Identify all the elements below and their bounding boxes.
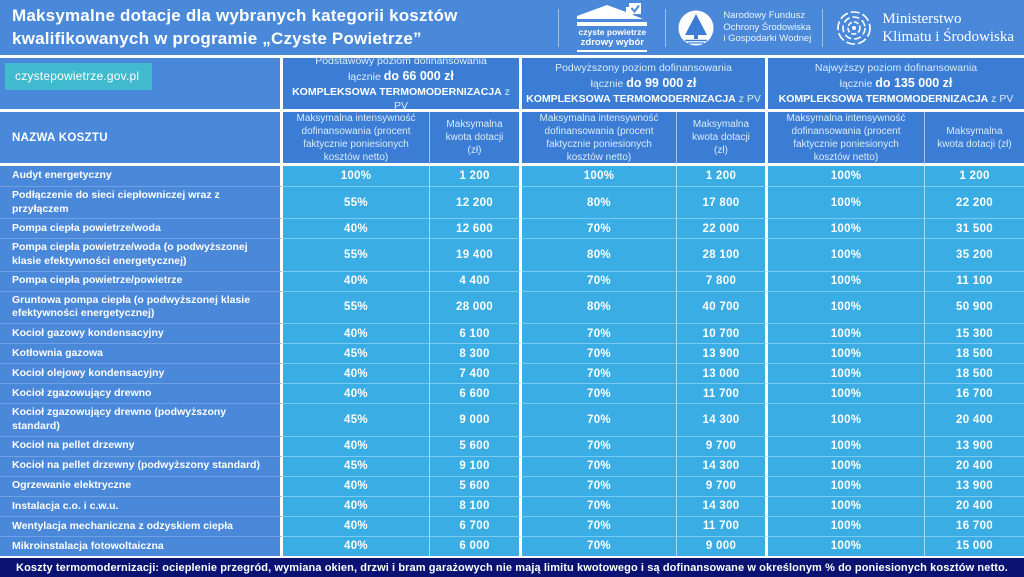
max-intensity-percent: 100% bbox=[768, 291, 925, 323]
max-grant-amount: 18 500 bbox=[925, 363, 1024, 383]
nfosigw-logo-text bbox=[723, 10, 811, 46]
column-header-intensity: Maksymalna intensywność dofinansowania (procent faktycznie poniesionych kosztów netto) bbox=[522, 112, 677, 166]
max-intensity-percent: 100% bbox=[768, 363, 925, 383]
tier-amount-prefix: łącznie bbox=[348, 70, 381, 83]
ministry-line2: Klimatu i Środowiska bbox=[882, 28, 1014, 45]
page-title-line2: kwalifikowanych w programie „Czyste Powietrze” bbox=[12, 28, 422, 48]
max-grant-amount: 8 100 bbox=[430, 496, 522, 516]
table-corner-cell bbox=[0, 58, 283, 112]
row-label: Pompa ciepła powietrze/woda bbox=[0, 218, 283, 238]
max-grant-amount: 13 900 bbox=[925, 476, 1024, 496]
max-intensity-percent: 100% bbox=[768, 271, 925, 291]
row-label: Podłączenie do sieci ciepłowniczej wraz z przyłączem bbox=[0, 186, 283, 218]
row-label: Kocioł na pellet drzewny (podwyższony standard) bbox=[0, 456, 283, 476]
tier-amount-prefix: łącznie bbox=[839, 78, 873, 91]
max-grant-amount: 20 400 bbox=[925, 456, 1024, 476]
max-intensity-percent: 100% bbox=[768, 166, 925, 186]
max-grant-amount: 31 500 bbox=[925, 218, 1024, 238]
max-intensity-percent: 70% bbox=[522, 403, 677, 435]
row-label: Instalacja c.o. i c.w.u. bbox=[0, 496, 283, 516]
ministry-line1: Ministerstwo bbox=[882, 10, 962, 27]
tier-amount: do 99 000 zł bbox=[626, 76, 697, 91]
max-grant-amount: 17 800 bbox=[677, 186, 768, 218]
max-intensity-percent: 45% bbox=[283, 343, 430, 363]
nfosigw-line3: i Gospodarki Wodnej bbox=[723, 33, 812, 45]
max-intensity-percent: 40% bbox=[283, 516, 430, 536]
max-grant-amount: 7 800 bbox=[677, 271, 768, 291]
max-intensity-percent: 70% bbox=[522, 516, 677, 536]
max-intensity-percent: 100% bbox=[768, 218, 925, 238]
tier-header-basic bbox=[283, 54, 522, 113]
max-grant-amount: 9 000 bbox=[430, 403, 522, 435]
logo-strip bbox=[558, 3, 1016, 53]
tree-circle-icon bbox=[677, 9, 715, 47]
tier-scope: KOMPLEKSOWA TERMOMODERNIZACJA bbox=[778, 92, 989, 105]
row-label: Kocioł gazowy kondensacyjny bbox=[0, 323, 283, 343]
max-intensity-percent: 100% bbox=[768, 456, 925, 476]
footer-note: Koszty termomodernizacji: ocieplenie przegród, wymiana okien, drzwi i bram garażowych nie mają limitu kwotowego i są dofinansowane w określonym % do poniesionych kosztów netto. bbox=[0, 556, 1024, 577]
max-grant-amount: 50 900 bbox=[925, 291, 1024, 323]
max-intensity-percent: 80% bbox=[522, 291, 677, 323]
max-intensity-percent: 45% bbox=[283, 403, 430, 435]
max-grant-amount: 5 600 bbox=[430, 476, 522, 496]
max-intensity-percent: 100% bbox=[768, 476, 925, 496]
max-grant-amount: 19 400 bbox=[430, 238, 522, 270]
max-intensity-percent: 100% bbox=[768, 383, 925, 403]
row-label: Mikroinstalacja fotowoltaiczna bbox=[0, 536, 283, 556]
max-grant-amount: 9 100 bbox=[430, 456, 522, 476]
max-grant-amount: 13 900 bbox=[925, 436, 1024, 456]
max-intensity-percent: 100% bbox=[768, 496, 925, 516]
tier-header-raised bbox=[522, 58, 768, 112]
max-intensity-percent: 100% bbox=[768, 403, 925, 435]
max-intensity-percent: 80% bbox=[522, 186, 677, 218]
max-grant-amount: 28 000 bbox=[430, 291, 522, 323]
max-intensity-percent: 45% bbox=[283, 456, 430, 476]
column-header-intensity: Maksymalna intensywność dofinansowania (procent faktycznie poniesionych kosztów netto) bbox=[283, 112, 430, 166]
max-intensity-percent: 100% bbox=[522, 166, 677, 186]
column-header-amount: Maksymalna kwota dotacji (zł) bbox=[925, 112, 1024, 166]
max-grant-amount: 40 700 bbox=[677, 291, 768, 323]
max-intensity-percent: 70% bbox=[522, 383, 677, 403]
tier-amount: do 66 000 zł bbox=[383, 68, 454, 83]
column-header-intensity: Maksymalna intensywność dofinansowania (procent faktycznie poniesionych kosztów netto) bbox=[768, 112, 925, 166]
max-grant-amount: 4 400 bbox=[430, 271, 522, 291]
max-intensity-percent: 80% bbox=[522, 238, 677, 270]
tier-header-highest bbox=[768, 58, 1024, 112]
page-title bbox=[12, 5, 458, 49]
tier-name: Podstawowy poziom dofinansowania bbox=[315, 54, 487, 67]
max-intensity-percent: 70% bbox=[522, 436, 677, 456]
row-label: Audyt energetyczny bbox=[0, 166, 283, 186]
max-intensity-percent: 55% bbox=[283, 186, 430, 218]
max-grant-amount: 28 100 bbox=[677, 238, 768, 270]
max-grant-amount: 11 700 bbox=[677, 516, 768, 536]
max-grant-amount: 1 200 bbox=[430, 166, 522, 186]
czyste-powietrze-logo bbox=[570, 3, 654, 53]
ministry-logo bbox=[834, 8, 1014, 48]
row-label: Pompa ciepła powietrze/woda (o podwyższonej klasie efektywności energetycznej) bbox=[0, 238, 283, 270]
max-grant-amount: 35 200 bbox=[925, 238, 1024, 270]
max-grant-amount: 6 600 bbox=[430, 383, 522, 403]
max-grant-amount: 12 200 bbox=[430, 186, 522, 218]
row-label: Kotłownia gazowa bbox=[0, 343, 283, 363]
max-grant-amount: 10 700 bbox=[677, 323, 768, 343]
max-intensity-percent: 100% bbox=[768, 323, 925, 343]
max-grant-amount: 20 400 bbox=[925, 496, 1024, 516]
max-grant-amount: 12 600 bbox=[430, 218, 522, 238]
row-label: Wentylacja mechaniczna z odzyskiem ciepła bbox=[0, 516, 283, 536]
tier-name: Najwyższy poziom dofinansowania bbox=[814, 61, 978, 74]
max-grant-amount: 15 000 bbox=[925, 536, 1024, 556]
tier-amount: do 135 000 zł bbox=[875, 76, 953, 91]
max-grant-amount: 18 500 bbox=[925, 343, 1024, 363]
max-intensity-percent: 55% bbox=[283, 291, 430, 323]
max-intensity-percent: 40% bbox=[283, 496, 430, 516]
max-grant-amount: 9 000 bbox=[677, 536, 768, 556]
max-grant-amount: 20 400 bbox=[925, 403, 1024, 435]
max-grant-amount: 14 300 bbox=[677, 496, 768, 516]
max-grant-amount: 7 400 bbox=[430, 363, 522, 383]
max-grant-amount: 22 000 bbox=[677, 218, 768, 238]
max-intensity-percent: 70% bbox=[522, 496, 677, 516]
max-grant-amount: 11 700 bbox=[677, 383, 768, 403]
max-grant-amount: 9 700 bbox=[677, 476, 768, 496]
logo-rule bbox=[577, 50, 647, 52]
max-intensity-percent: 40% bbox=[283, 363, 430, 383]
logo-divider bbox=[822, 9, 823, 47]
tier-scope-suffix: z PV bbox=[738, 92, 761, 105]
max-grant-amount: 16 700 bbox=[925, 516, 1024, 536]
max-intensity-percent: 100% bbox=[283, 166, 430, 186]
max-intensity-percent: 100% bbox=[768, 343, 925, 363]
max-intensity-percent: 100% bbox=[768, 186, 925, 218]
max-grant-amount: 9 700 bbox=[677, 436, 768, 456]
max-intensity-percent: 40% bbox=[283, 476, 430, 496]
max-intensity-percent: 55% bbox=[283, 238, 430, 270]
tier-amount-prefix: łącznie bbox=[590, 78, 624, 91]
column-header-amount: Maksymalna kwota dotacji (zł) bbox=[430, 112, 522, 166]
row-label: Pompa ciepła powietrze/powietrze bbox=[0, 271, 283, 291]
row-label: Kocioł zgazowujący drewno (podwyższony standard) bbox=[0, 403, 283, 435]
nfosigw-line2: Ochrony Środowiska bbox=[723, 21, 811, 33]
max-intensity-percent: 40% bbox=[283, 218, 430, 238]
max-grant-amount: 16 700 bbox=[925, 383, 1024, 403]
max-intensity-percent: 40% bbox=[283, 536, 430, 556]
max-grant-amount: 11 100 bbox=[925, 271, 1024, 291]
nfosigw-line1: Narodowy Fundusz bbox=[723, 9, 806, 21]
page-title-line1: Maksymalne dotacje dla wybranych kategorii kosztów bbox=[12, 6, 458, 26]
max-grant-amount: 14 300 bbox=[677, 456, 768, 476]
tier-scope: KOMPLEKSOWA TERMOMODERNIZACJA bbox=[292, 85, 502, 98]
tier-scope-suffix: z PV bbox=[393, 85, 510, 113]
max-grant-amount: 1 200 bbox=[925, 166, 1024, 186]
max-grant-amount: 15 300 bbox=[925, 323, 1024, 343]
max-intensity-percent: 100% bbox=[768, 238, 925, 270]
row-label: Kocioł olejowy kondensacyjny bbox=[0, 363, 283, 383]
logo-bar bbox=[577, 22, 647, 26]
max-grant-amount: 6 100 bbox=[430, 323, 522, 343]
max-grant-amount: 6 000 bbox=[430, 536, 522, 556]
top-bar bbox=[0, 0, 1024, 55]
row-label: Kocioł zgazowujący drewno bbox=[0, 383, 283, 403]
logo-divider bbox=[665, 9, 666, 47]
tier-scope-suffix: z PV bbox=[991, 92, 1014, 105]
website-badge: czystepowietrze.gov.pl bbox=[5, 63, 152, 90]
tier-name: Podwyższony poziom dofinansowania bbox=[555, 61, 732, 74]
max-grant-amount: 1 200 bbox=[677, 166, 768, 186]
max-intensity-percent: 70% bbox=[522, 476, 677, 496]
house-check-icon bbox=[577, 3, 647, 20]
ministry-logo-text bbox=[882, 10, 1014, 46]
row-label: Kocioł na pellet drzewny bbox=[0, 436, 283, 456]
max-grant-amount: 5 600 bbox=[430, 436, 522, 456]
max-grant-amount: 8 300 bbox=[430, 343, 522, 363]
cost-table bbox=[0, 55, 1024, 556]
max-intensity-percent: 40% bbox=[283, 436, 430, 456]
max-intensity-percent: 40% bbox=[283, 323, 430, 343]
max-grant-amount: 13 900 bbox=[677, 343, 768, 363]
max-intensity-percent: 70% bbox=[522, 343, 677, 363]
max-grant-amount: 14 300 bbox=[677, 403, 768, 435]
logo-divider bbox=[558, 9, 559, 47]
max-intensity-percent: 70% bbox=[522, 363, 677, 383]
cp-logo-text-2: zdrowy wybór bbox=[580, 36, 644, 48]
max-grant-amount: 6 700 bbox=[430, 516, 522, 536]
max-intensity-percent: 70% bbox=[522, 271, 677, 291]
eagle-emblem-icon bbox=[834, 8, 874, 48]
max-intensity-percent: 70% bbox=[522, 456, 677, 476]
max-intensity-percent: 40% bbox=[283, 383, 430, 403]
column-header-amount: Maksymalna kwota dotacji (zł) bbox=[677, 112, 768, 166]
max-intensity-percent: 100% bbox=[768, 436, 925, 456]
max-intensity-percent: 40% bbox=[283, 271, 430, 291]
max-grant-amount: 13 000 bbox=[677, 363, 768, 383]
max-grant-amount: 22 200 bbox=[925, 186, 1024, 218]
max-intensity-percent: 70% bbox=[522, 218, 677, 238]
row-label: Gruntowa pompa ciepła (o podwyższonej klasie efektywności energetycznej) bbox=[0, 291, 283, 323]
max-intensity-percent: 70% bbox=[522, 323, 677, 343]
nfosigw-logo bbox=[677, 9, 811, 47]
row-label: Ogrzewanie elektryczne bbox=[0, 476, 283, 496]
cp-logo-text-1: czyste powietrze bbox=[578, 26, 647, 37]
column-header-cost-name: NAZWA KOSZTU bbox=[0, 112, 283, 166]
max-intensity-percent: 70% bbox=[522, 536, 677, 556]
max-intensity-percent: 100% bbox=[768, 536, 925, 556]
tier-scope: KOMPLEKSOWA TERMOMODERNIZACJA bbox=[526, 92, 736, 105]
max-intensity-percent: 100% bbox=[768, 516, 925, 536]
